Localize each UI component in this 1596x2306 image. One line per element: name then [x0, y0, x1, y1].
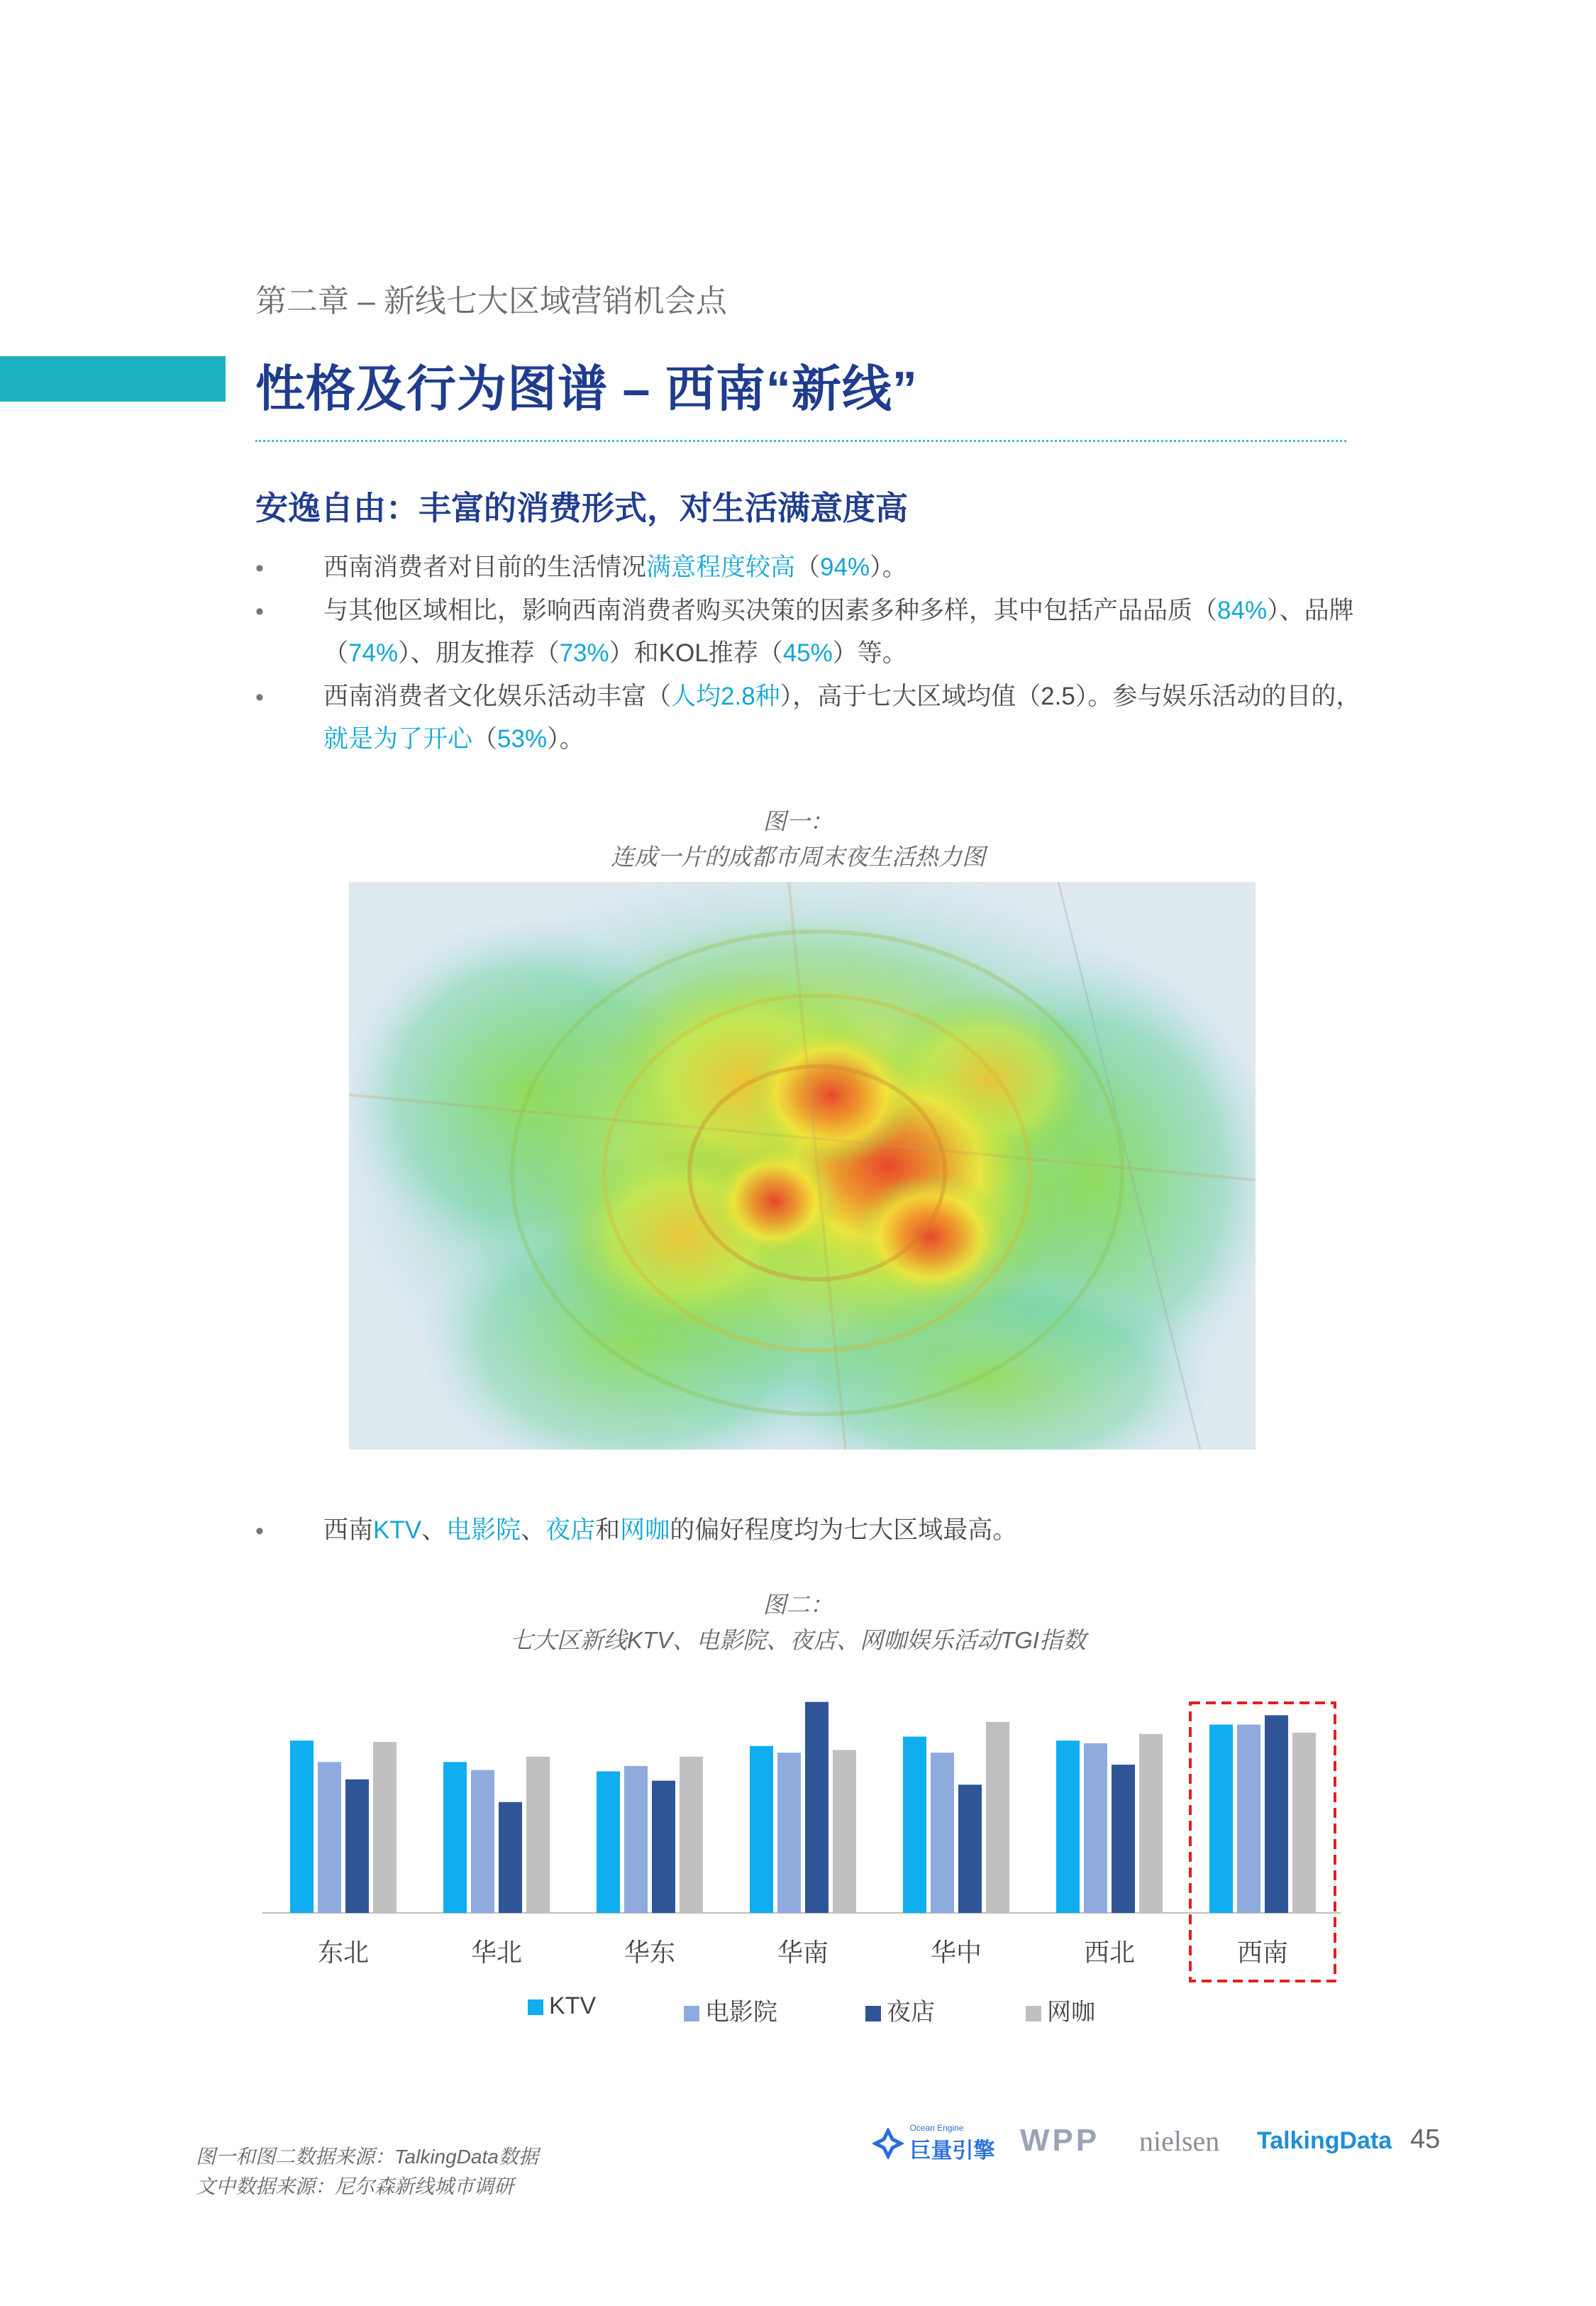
bullet-text: 与其他区域相比，影响西南消费者购买决策的因素多种多样，其中包括产品品质（84%）、品牌 [323, 597, 1354, 624]
bar-华南-网咖 [833, 1750, 856, 1913]
bar-华北-网咖 [526, 1757, 550, 1913]
legend-swatch [684, 2006, 699, 2021]
legend-swatch [528, 1999, 543, 2015]
legend-netcafe: 网咖 [1026, 1992, 1095, 2027]
bar-西南-KTV [1209, 1725, 1233, 1913]
chapter-label: 第二章 – 新线七大区域营销机会点 [255, 284, 727, 319]
bullet-text: 西南KTV、电影院、夜店和网咖的偏好程度均为七大区域最高。 [323, 1516, 1018, 1544]
logo-ocean-engine: Ocean Engine 巨量引擎 [872, 2123, 994, 2164]
bar-西南-网咖 [1292, 1733, 1316, 1913]
x-tick-label: 华北 [470, 1938, 523, 1967]
footer-source-2: 文中数据来源：尼尔森新线城市调研 [196, 2175, 514, 2197]
bullet-marker: • [255, 684, 264, 711]
chengdu-heatmap [349, 882, 1256, 1450]
legend-ktv: KTV [528, 1992, 596, 2020]
bar-华东-网咖 [680, 1757, 703, 1913]
bar-华南-夜店 [805, 1702, 829, 1913]
bar-西北-KTV [1056, 1740, 1080, 1913]
figure2-caption: 七大区新线KTV、电影院、夜店、网咖娱乐活动TGI指数 [509, 1627, 1087, 1653]
bar-华东-KTV [597, 1771, 620, 1913]
page-number: 45 [1410, 2124, 1441, 2154]
bar-东北-网咖 [373, 1742, 397, 1913]
x-tick-label: 华南 [777, 1938, 829, 1967]
logo-wpp: WPP [1020, 2123, 1100, 2158]
bar-华南-KTV [750, 1746, 773, 1913]
legend-swatch [865, 2006, 881, 2021]
figure1-label: 图一： [763, 808, 833, 834]
tgi-bar-chart [0, 1675, 1596, 2043]
x-tick-label: 西南 [1236, 1938, 1289, 1967]
page-title: 性格及行为图谱 – 西南“新线” [255, 361, 918, 416]
bar-西北-电影院 [1084, 1743, 1107, 1913]
bar-东北-夜店 [345, 1780, 369, 1913]
bullet-text: 西南消费者文化娱乐活动丰富（人均2.8种），高于七大区域均值（2.5）。参与娱乐活动的目的， [323, 683, 1361, 710]
x-tick-label: 西北 [1083, 1938, 1136, 1967]
x-tick-label: 东北 [317, 1938, 370, 1967]
logo-nielsen: nielsen [1139, 2125, 1220, 2157]
bullet-text-cont: 就是为了开心（53%）。 [323, 725, 584, 753]
bar-华中-网咖 [986, 1722, 1009, 1913]
figure2-label: 图二： [763, 1591, 833, 1618]
legend-cinema: 电影院 [684, 1992, 777, 2027]
bar-西北-网咖 [1139, 1734, 1163, 1913]
bullet-text: 西南消费者对目前的生活情况满意程度较高（94%）。 [323, 553, 907, 581]
bullet-marker: • [255, 598, 264, 625]
figure1-caption: 连成一片的成都市周末夜生活热力图 [611, 844, 985, 870]
accent-bar [0, 356, 226, 402]
x-tick-label: 华东 [624, 1938, 676, 1967]
section-heading: 安逸自由：丰富的消费形式，对生活满意度高 [255, 490, 908, 526]
bar-华中-KTV [903, 1737, 926, 1913]
bar-西北-夜店 [1112, 1765, 1135, 1913]
bar-华东-夜店 [652, 1781, 675, 1913]
logo-talkingdata: TalkingData [1257, 2127, 1392, 2154]
footer-source-1: 图一和图二数据来源：TalkingData数据 [196, 2146, 538, 2168]
bar-东北-电影院 [318, 1762, 341, 1913]
bar-华中-电影院 [931, 1753, 954, 1913]
legend-swatch [1026, 2006, 1041, 2021]
bullet-marker: • [255, 1518, 264, 1545]
bar-东北-KTV [290, 1740, 314, 1913]
bullet-marker: • [255, 555, 264, 582]
divider [255, 440, 1346, 442]
bullet-text-cont: （74%）、朋友推荐（73%）和KOL推荐（45%）等。 [323, 639, 907, 667]
bar-西南-夜店 [1265, 1715, 1288, 1913]
bar-西南-电影院 [1237, 1725, 1260, 1913]
bar-华中-夜店 [958, 1784, 982, 1913]
bar-华北-KTV [443, 1762, 467, 1913]
bar-华南-电影院 [777, 1753, 801, 1913]
bar-华北-电影院 [471, 1770, 494, 1913]
ocean-engine-icon [872, 2128, 904, 2159]
bar-华北-夜店 [499, 1802, 522, 1913]
x-tick-label: 华中 [930, 1938, 982, 1967]
heatmap-image [349, 882, 1256, 1450]
legend-nightclub: 夜店 [865, 1992, 935, 2027]
bar-华东-电影院 [624, 1766, 648, 1913]
